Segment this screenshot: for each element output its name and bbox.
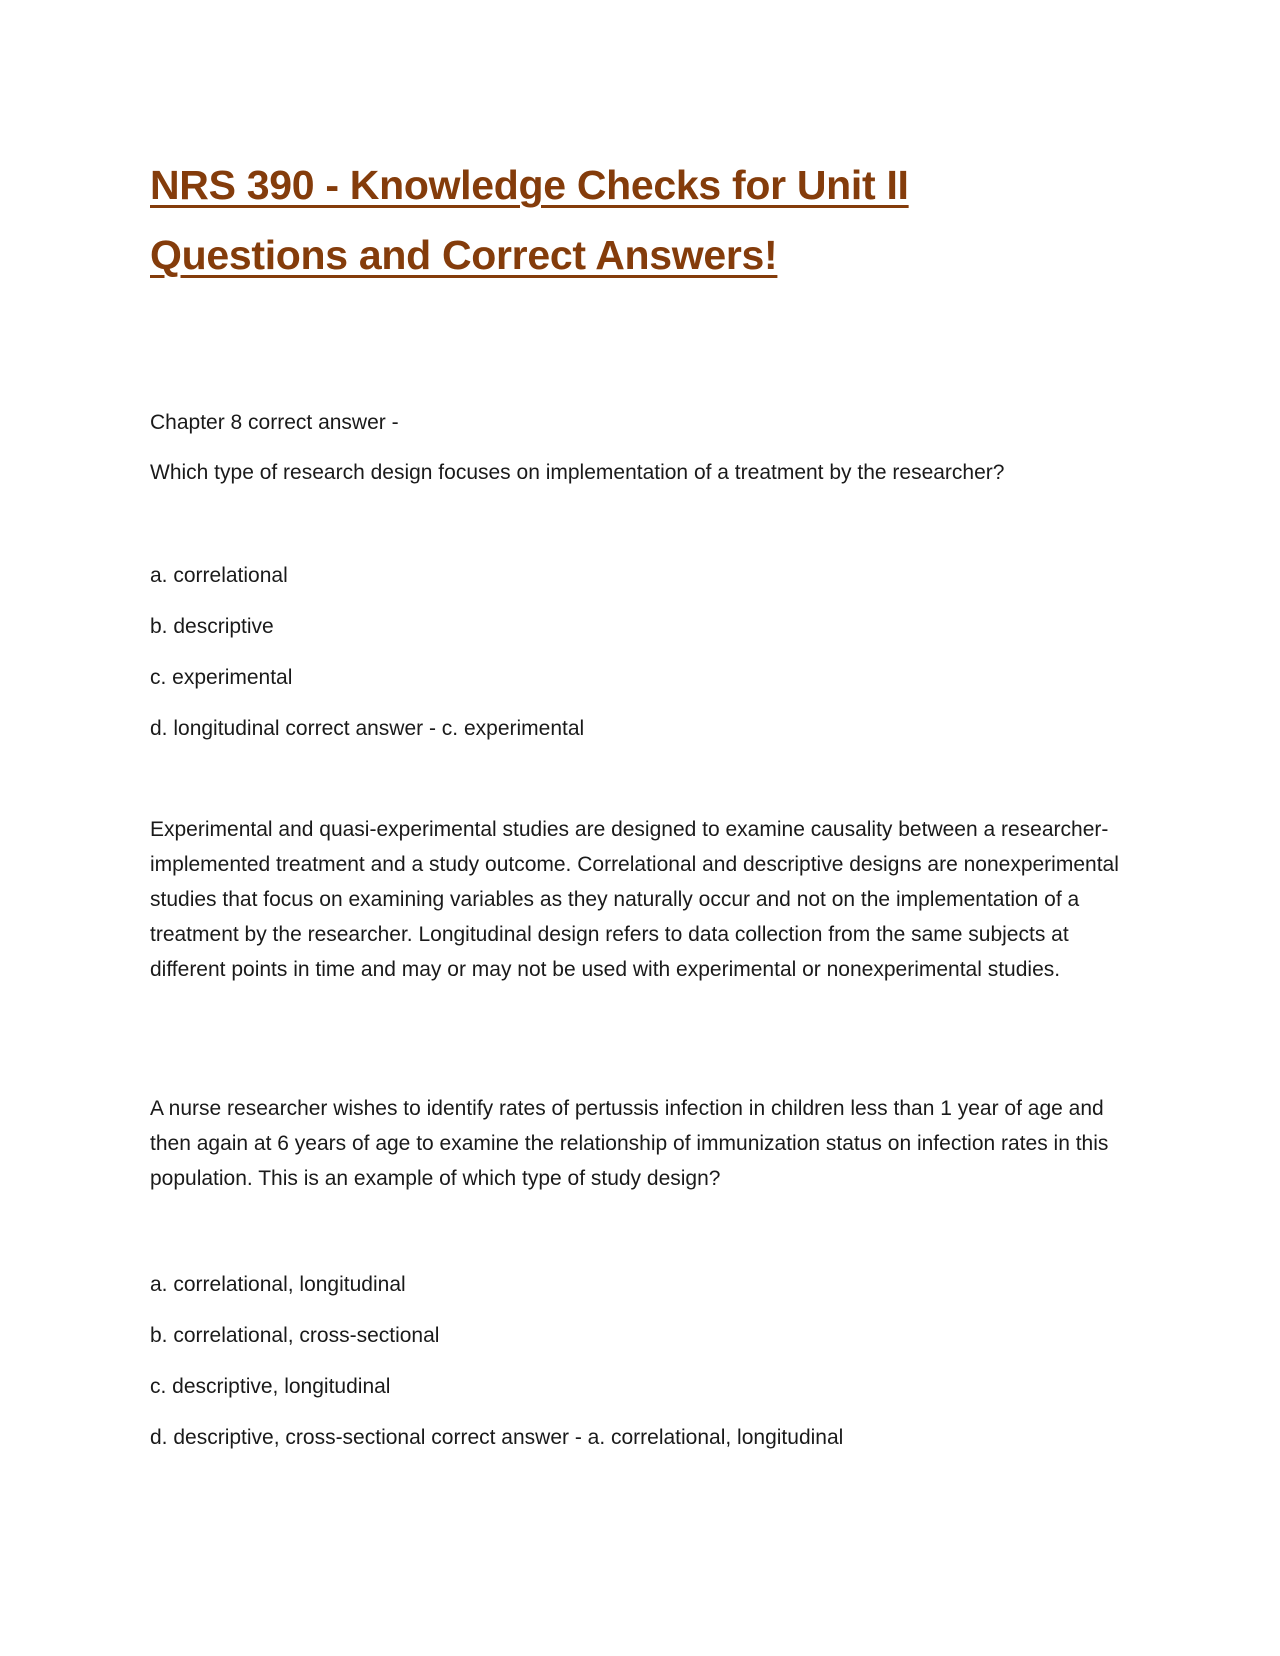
question-1-option-b: b. descriptive	[150, 615, 274, 638]
question-1-option-a: a. correlational	[150, 564, 288, 587]
question-1-option-d-answer: d. longitudinal correct answer - c. experimental	[150, 717, 585, 740]
question-2-option-d-answer: d. descriptive, cross-sectional correct answer - a. correlational, longitudinal	[150, 1426, 844, 1449]
question-2-option-c: c. descriptive, longitudinal	[150, 1375, 391, 1398]
question-2-option-a: a. correlational, longitudinal	[150, 1273, 406, 1296]
question-1-text: Which type of research design focuses on implementation of a treatment by the researcher?	[150, 461, 1005, 484]
document-title	[150, 150, 1130, 290]
question-2-option-b: b. correlational, cross-sectional	[150, 1324, 440, 1347]
chapter-label: Chapter 8 correct answer -	[150, 411, 399, 434]
question-1-option-c: c. experimental	[150, 666, 293, 689]
question-1-explanation: Experimental and quasi-experimental studies are designed to examine causality between a researcher-implemented treatment and a study outcome. Correlational and descriptive designs are nonexperimental studies that focus on examining variables as they naturally occur and not on the implementation of a treatment by the researcher. Longitudinal design refers to data collection from the same subjects at different points in time and may or may not be used with experimental or nonexperimental studies.	[150, 818, 1119, 981]
title-line-1: NRS 390 - Knowledge Checks for Unit II	[150, 162, 909, 208]
title-line-2: Questions and Correct Answers!	[150, 232, 778, 278]
question-2-text: A nurse researcher wishes to identify rates of pertussis infection in children less than 1 year of age and then again at 6 years of age to examine the relationship of immunization status on infection rates in this population. This is an example of which type of study design?	[150, 1097, 1109, 1190]
